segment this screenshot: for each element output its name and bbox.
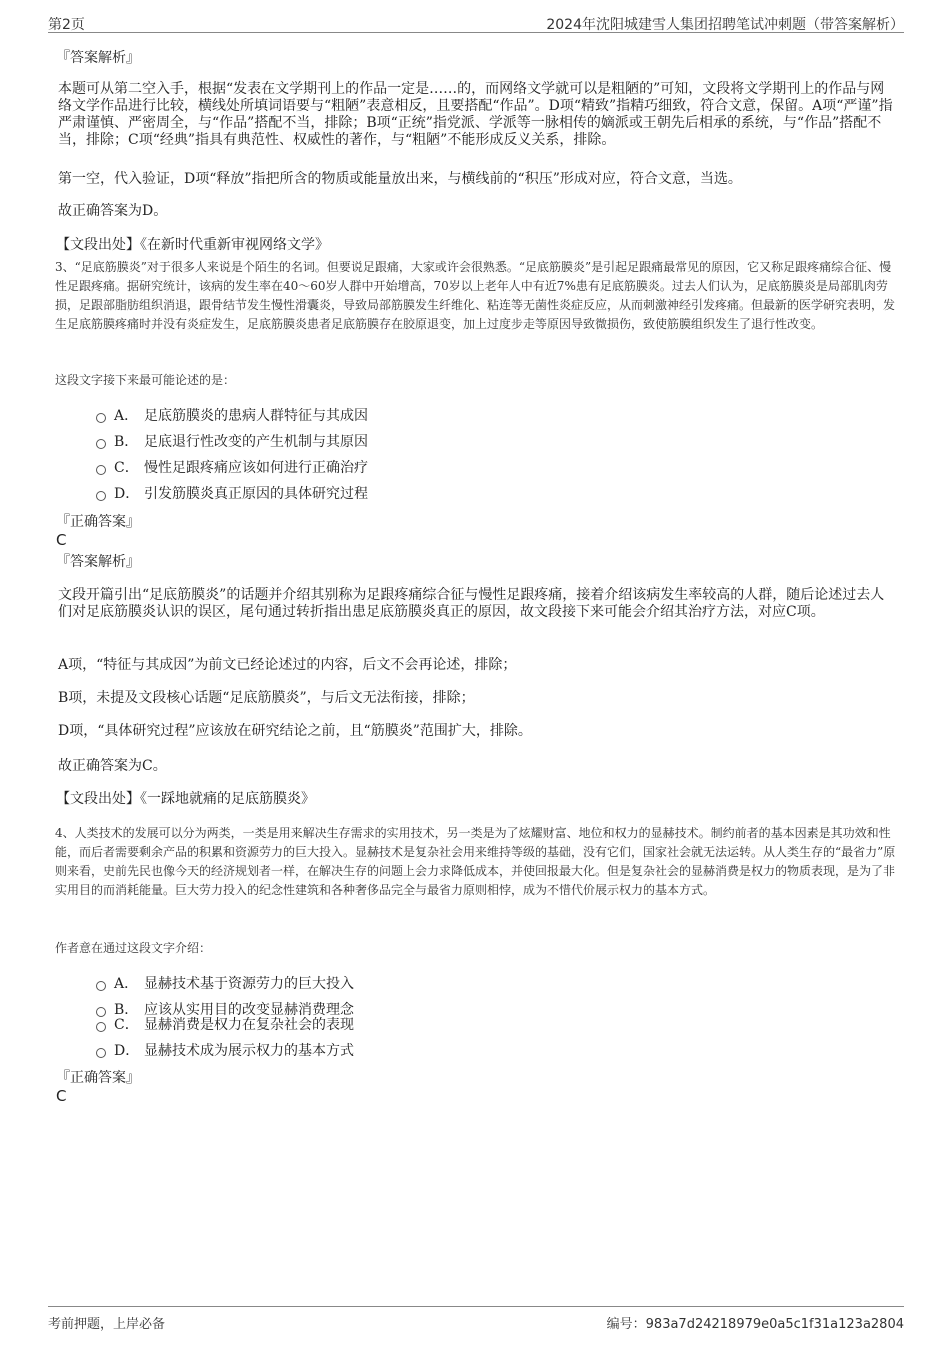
radio-icon[interactable] [96, 1048, 106, 1058]
q2-analysis-conclusion: 故正确答案为D。 [58, 203, 168, 219]
q3-analysis-paragraph-2: A项，“特征与其成因”为前文已经论述过的内容，后文不会再论述，排除； [58, 657, 517, 673]
q2-analysis-paragraph-2: 第一空，代入验证，D项“释放”指把所含的物质或能量放出来，与横线前的“积压”形成对应，符合文意，当选。 [58, 171, 742, 187]
page-footer [48, 1306, 904, 1332]
footer-slogan: 考前押题，上岸必备 [48, 1317, 166, 1332]
q4-option-d[interactable]: D． 显赫技术成为展示权力的基本方式 [96, 1041, 354, 1061]
radio-icon[interactable] [96, 413, 106, 423]
page-number: 第2页 [48, 17, 85, 33]
q4-option-a[interactable]: A． 显赫技术基于资源劳力的巨大投入 [96, 974, 354, 994]
document-id: 编号：983a7d24218979e0a5c1f31a123a2804 [606, 1317, 904, 1332]
q3-source: 【文段出处】《一踩地就痛的足底筋膜炎》 [56, 791, 315, 807]
q3-option-a[interactable]: A． 足底筋膜炎的患病人群特征与其成因 [96, 406, 368, 426]
radio-icon[interactable] [96, 465, 106, 475]
q2-source: 【文段出处】《在新时代重新审视网络文学》 [56, 237, 329, 253]
radio-icon[interactable] [96, 439, 106, 449]
q3-correct-answer: C [56, 531, 67, 549]
q4-correct-answer: C [56, 1087, 67, 1105]
q3-option-c[interactable]: C． 慢性足跟疼痛应该如何进行正确治疗 [96, 458, 368, 478]
q3-option-d[interactable]: D． 引发筋膜炎真正原因的具体研究过程 [96, 484, 368, 504]
page-header [48, 10, 904, 33]
q2-analysis-paragraph-1: 本题可从第二空入手，根据“发表在文学期刊上的作品一定是……的，而网络文学就可以是粗陋的”可知，文段将文学期刊上的作品与网络文学作品进行比较，横线处所填词语要与“粗陋”表意相反，且要搭配“作品”。D项“精致”指精巧细致，符合文意，保留。A项“严谨”指严肃谨慎、严密周全，与“作品”搭配不当，排除；B项“正统”指党派、学派等一脉相传的嫡派或王朝先后相承的系统，与“作品”搭配不当，排除；C项“经典”指具有典范性、权威性的著作，与“粗陋”不能形成反义关系，排除。 [58, 81, 893, 148]
q3-question: 这段文字接下来最可能论述的是： [55, 373, 236, 387]
document-title: 2024年沈阳城建雪人集团招聘笔试冲刺题（带答案解析） [546, 17, 904, 33]
q3-analysis-paragraph-1: 文段开篇引出“足底筋膜炎”的话题并介绍其别称为足跟疼痛综合征与慢性足跟疼痛，接着介绍该病发生率较高的人群，随后论述过去人们对足底筋膜炎认识的误区，尾句通过转折指出患足底筋膜炎真正的原因，故文段接下来可能会介绍其治疗方法，对应C项。 [58, 587, 885, 620]
q3-analysis-conclusion: 故正确答案为C。 [58, 758, 167, 774]
radio-icon[interactable] [96, 491, 106, 501]
q4-option-b[interactable]: B． 应该从实用目的改变显赫消费理念 [96, 1000, 354, 1020]
q2-analysis-label: 『答案解析』 [56, 50, 140, 66]
q4-option-c[interactable]: C． 显赫消费是权力在复杂社会的表现 [96, 1015, 354, 1035]
q4-passage: 4、人类技术的发展可以分为两类，一类是用来解决生存需求的实用技术，另一类是为了炫耀财富、地位和权力的显赫技术。制约前者的基本因素是其功效和性能，而后者需要剩余产品的积累和资源劳力的巨大投入。显赫技术是复杂社会用来维持等级的基础，没有它们，国家社会就无法运转。从人类生存的“最省力”原则来看，史前先民也像今天的经济规划者一样，在解决生存的问题上会力求降低成本，并使回报最大化。但是复杂社会的显赫消费是权力的物质表现，是为了非实用目的而消耗能量。巨大劳力投入的纪念性建筑和各种奢侈品完全与最省力原则相悖，成为不惜代价展示权力的基本方式。 [55, 826, 896, 897]
q3-analysis-paragraph-3: B项，未提及文段核心话题“足底筋膜炎”，与后文无法衔接，排除； [58, 690, 475, 706]
q3-passage: 3、“足底筋膜炎”对于很多人来说是个陌生的名词。但要说足跟痛，大家或许会很熟悉。“足底筋膜炎”是引起足跟痛最常见的原因，它又称足跟疼痛综合征、慢性足跟疼痛。据研究统计，该病的发生率在40～60岁人群中开始增高，70岁以上老年人中有近7%患有足底筋膜炎。过去人们认为，足底筋膜炎是局部肌肉劳损，足跟部脂肪组织消退，跟骨结节发生慢性滑囊炎，导致局部筋膜发生纤维化、粘连等无菌性炎症反应，从而刺激神经引发疼痛。但最新的医学研究表明，发生足底筋膜疼痛时并没有炎症发生，足底筋膜炎患者足底筋膜存在胶原退变，加上过度步走等原因导致微损伤，致使筋膜组织发生了退行性改变。 [55, 260, 896, 331]
q3-analysis-label: 『答案解析』 [56, 554, 140, 570]
q3-option-b[interactable]: B． 足底退行性改变的产生机制与其原因 [96, 432, 368, 452]
q4-question: 作者意在通过这段文字介绍： [55, 941, 212, 955]
radio-icon[interactable] [96, 1022, 106, 1032]
radio-icon[interactable] [96, 981, 106, 991]
q3-analysis-paragraph-4: D项，“具体研究过程”应该放在研究结论之前，且“筋膜炎”范围扩大，排除。 [58, 723, 532, 739]
q4-correct-label: 『正确答案』 [56, 1070, 140, 1086]
q3-correct-label: 『正确答案』 [56, 514, 140, 530]
